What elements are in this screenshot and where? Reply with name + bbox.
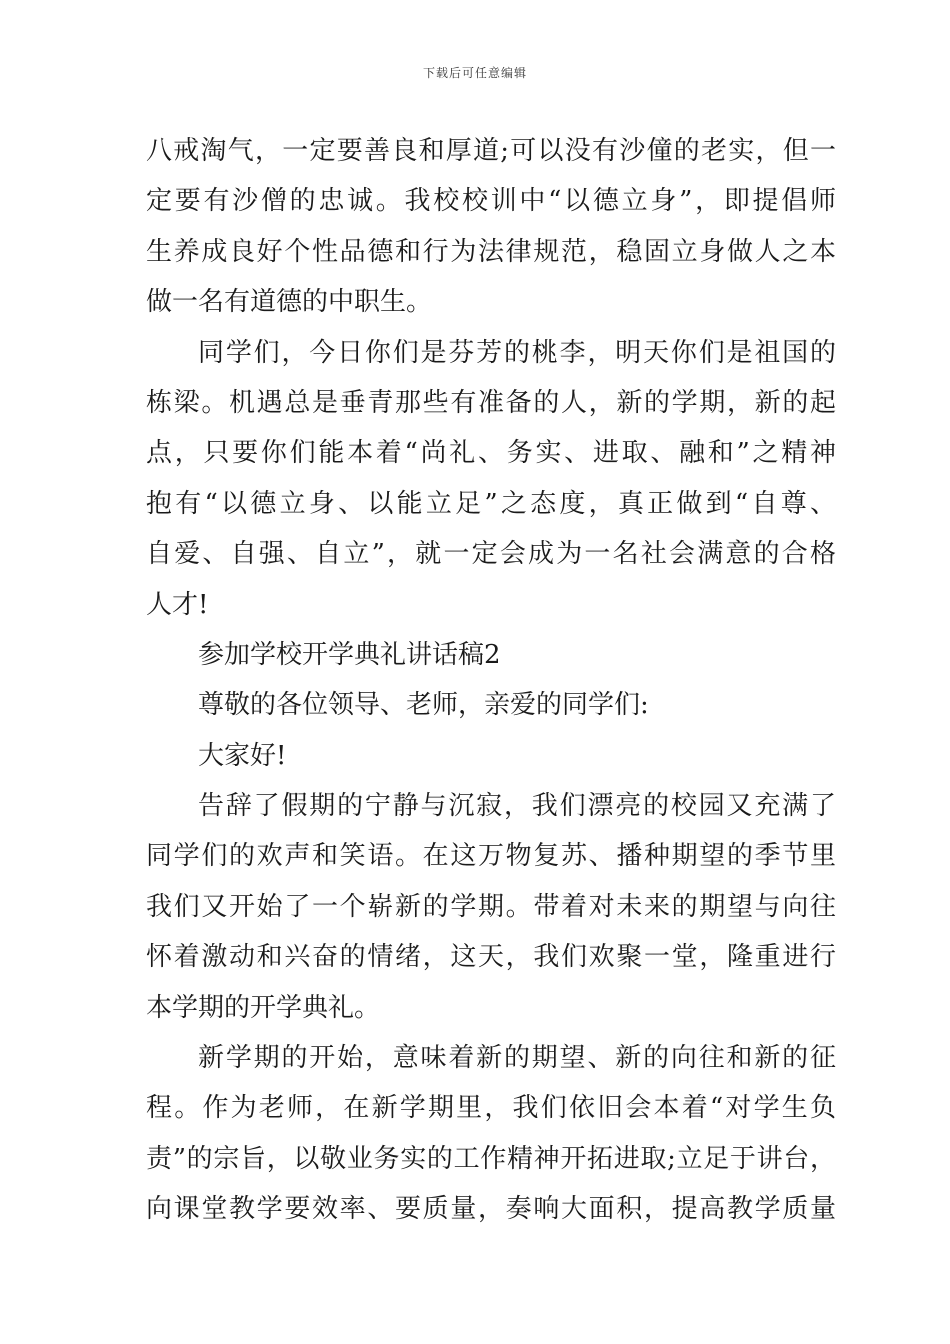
text-line: 告辞了假期的宁静与沉寂，我们漂亮的校园又充满了 xyxy=(198,791,836,822)
salutation: 尊敬的各位领导、老师，亲爱的同学们: xyxy=(198,690,649,721)
text-line: 怀着激动和兴奋的情绪，这天，我们欢聚一堂，隆重进行 xyxy=(146,942,836,973)
greeting: 大家好! xyxy=(198,740,287,771)
text-line: 向课堂教学要效率、要质量，奏响大面积，提高教学质量 xyxy=(146,1194,836,1225)
text-line: 新学期的开始，意味着新的期望、新的向往和新的征 xyxy=(198,1043,836,1074)
text-line: 人才! xyxy=(146,589,209,620)
text-line: 同学们，今日你们是芬芳的桃李，明天你们是祖国的 xyxy=(198,337,836,368)
text-line: 栋梁。机遇总是垂青那些有准备的人，新的学期，新的起 xyxy=(146,387,836,418)
section-heading: 参加学校开学典礼讲话稿2 xyxy=(198,639,501,670)
text-line: 我们又开始了一个崭新的学期。带着对未来的期望与向往 xyxy=(146,891,836,922)
text-line: 同学们的欢声和笑语。在这万物复苏、播种期望的季节里 xyxy=(146,841,836,872)
text-line: 生养成良好个性品德和行为法律规范，稳固立身做人之本 xyxy=(146,236,836,267)
text-line: 点，只要你们能本着“尚礼、务实、进取、融和”之精神 xyxy=(146,438,836,469)
text-line: 程。作为老师，在新学期里，我们依旧会本着“对学生负 xyxy=(146,1093,836,1124)
text-line: 责”的宗旨，以敬业务实的工作精神开拓进取;立足于讲台， xyxy=(146,1143,836,1174)
text-line: 自爱、自强、自立”，就一定会成为一名社会满意的合格 xyxy=(146,539,836,570)
header-note: 下载后可任意编辑 xyxy=(422,66,527,80)
text-line: 定要有沙僧的忠诚。我校校训中“以德立身”，即提倡师 xyxy=(146,186,836,217)
text-line: 本学期的开学典礼。 xyxy=(146,992,381,1023)
document-body xyxy=(146,126,836,1235)
text-line: 做一名有道德的中职生。 xyxy=(146,287,433,318)
text-line: 抱有“以德立身、以能立足”之态度，真正做到“自尊、 xyxy=(146,488,836,519)
text-line: 八戒淘气，一定要善良和厚道;可以没有沙僮的老实，但一 xyxy=(146,136,836,166)
